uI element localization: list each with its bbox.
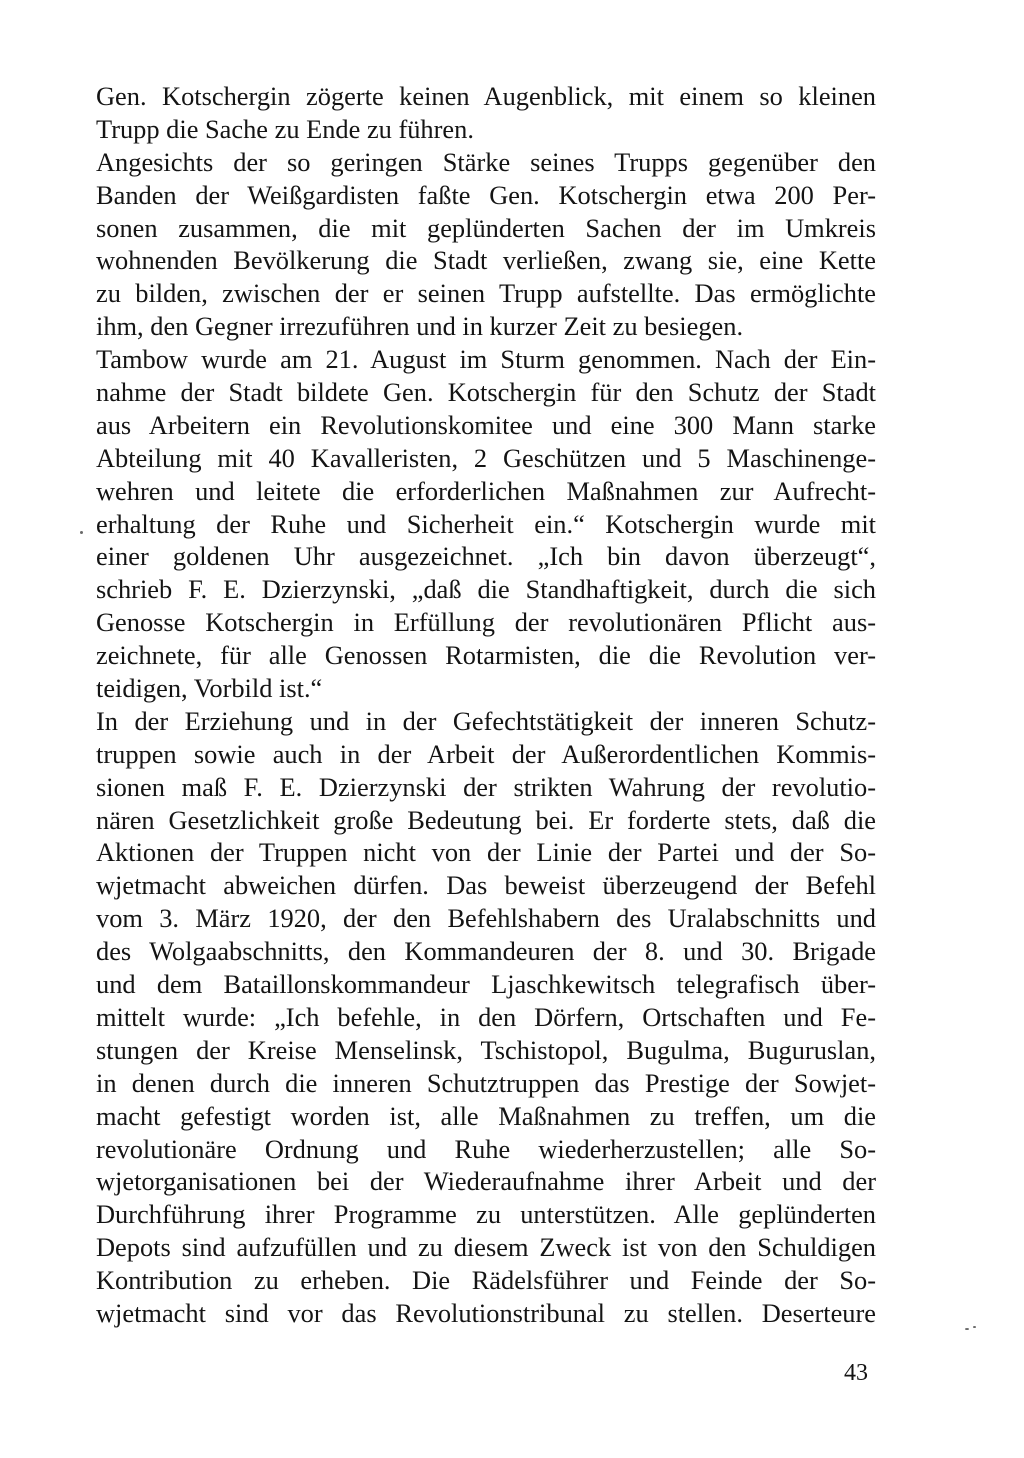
text-line: des Wolgaabschnitts, den Kommandeuren der 8. und 30. Brigade [96, 936, 876, 967]
text-line: Kontribution zu erheben. Die Rädelsführer und Feinde der So- [96, 1265, 876, 1296]
text-line: sionen maß F. E. Dzierzynski der strikten Wahrung der revolutio- [96, 771, 876, 802]
text-line: wjetmacht abweichen dürfen. Das beweist überzeugend der Befehl [96, 870, 876, 901]
text-line: sonen zusammen, die mit geplünderten Sachen der im Umkreis [96, 212, 876, 243]
page-number: 43 [844, 1360, 868, 1386]
scan-speck [973, 1326, 976, 1328]
text-line: mittelt wurde: „Ich befehle, in den Dörfern, Ortschaften und Fe- [96, 1001, 876, 1032]
text-line: truppen sowie auch in der Arbeit der Außerordentlichen Kommis- [96, 738, 876, 769]
text-line: aus Arbeitern ein Revolutionskomitee und eine 300 Mann starke [96, 409, 876, 440]
text-line: Gen. Kotschergin zögerte keinen Augenblick, mit einem so kleinen [96, 81, 876, 111]
text-line: wehren und leitete die erforderlichen Maßnahmen zur Aufrecht- [96, 475, 876, 506]
text-line: Genosse Kotschergin in Erfüllung der revolutionären Pflicht aus- [96, 607, 876, 638]
text-line: nahme der Stadt bildete Gen. Kotschergin für den Schutz der Stadt [96, 377, 876, 408]
text-line: und dem Bataillonskommandeur Ljaschkewitsch telegrafisch über- [96, 969, 876, 1000]
text-line: In der Erziehung und in der Gefechtstätigkeit der inneren Schutz- [96, 705, 876, 736]
text-line: wjetmacht sind vor das Revolutionstribunal zu stellen. Deserteure [96, 1297, 876, 1328]
text-line: Banden der Weißgardisten faßte Gen. Kotschergin etwa 200 Per- [96, 179, 876, 210]
text-line: revolutionäre Ordnung und Ruhe wiederherzustellen; alle So- [96, 1133, 876, 1164]
text-line: einer goldenen Uhr ausgezeichnet. „Ich bin davon überzeugt“, [96, 541, 876, 572]
text-line: Tambow wurde am 21. August im Sturm genommen. Nach der Ein- [96, 344, 876, 375]
text-line: wohnenden Bevölkerung die Stadt verließen, zwang sie, eine Kette [96, 245, 876, 276]
text-line: macht gefestigt worden ist, alle Maßnahmen zu treffen, um die [96, 1100, 876, 1131]
text-line: vom 3. März 1920, der den Befehlshabern des Uralabschnitts und [96, 903, 876, 934]
scan-speck [80, 531, 83, 534]
text-line: in denen durch die inneren Schutztruppen das Prestige der Sowjet- [96, 1067, 876, 1098]
text-line: Depots sind aufzufüllen und zu diesem Zweck ist von den Schuldigen [96, 1232, 876, 1263]
scan-speck [965, 1328, 969, 1330]
text-line: zu bilden, zwischen der er seinen Trupp aufstellte. Das ermöglichte [96, 278, 876, 309]
text-line: zeichnete, für alle Genossen Rotarmisten, die die Revolution ver- [96, 640, 876, 671]
text-line: Durchführung ihrer Programme zu unterstützen. Alle geplünderten [96, 1199, 876, 1230]
text-line: Angesichts der so geringen Stärke seines Trupps gegenüber den [96, 146, 876, 177]
text-line: ihm, den Gegner irrezuführen und in kurzer Zeit zu besiegen. [96, 311, 744, 342]
body-text [96, 80, 876, 1330]
text-line: Trupp die Sache zu Ende zu führen. [96, 113, 474, 144]
text-line: stungen der Kreise Menselinsk, Tschistopol, Bugulma, Buguruslan, [96, 1034, 876, 1065]
text-line: wjetorganisationen bei der Wiederaufnahme ihrer Arbeit und der [96, 1166, 876, 1197]
text-line: teidigen, Vorbild ist.“ [96, 673, 323, 704]
text-line: erhaltung der Ruhe und Sicherheit ein.“ Kotschergin wurde mit [96, 508, 876, 539]
text-line: Aktionen der Truppen nicht von der Linie der Partei und der So- [96, 837, 876, 868]
text-line: Abteilung mit 40 Kavalleristen, 2 Geschützen und 5 Maschinenge- [96, 442, 876, 473]
text-line: schrieb F. E. Dzierzynski, „daß die Standhaftigkeit, durch die sich [96, 574, 876, 605]
text-line: nären Gesetzlichkeit große Bedeutung bei. Er forderte stets, daß die [96, 804, 876, 835]
